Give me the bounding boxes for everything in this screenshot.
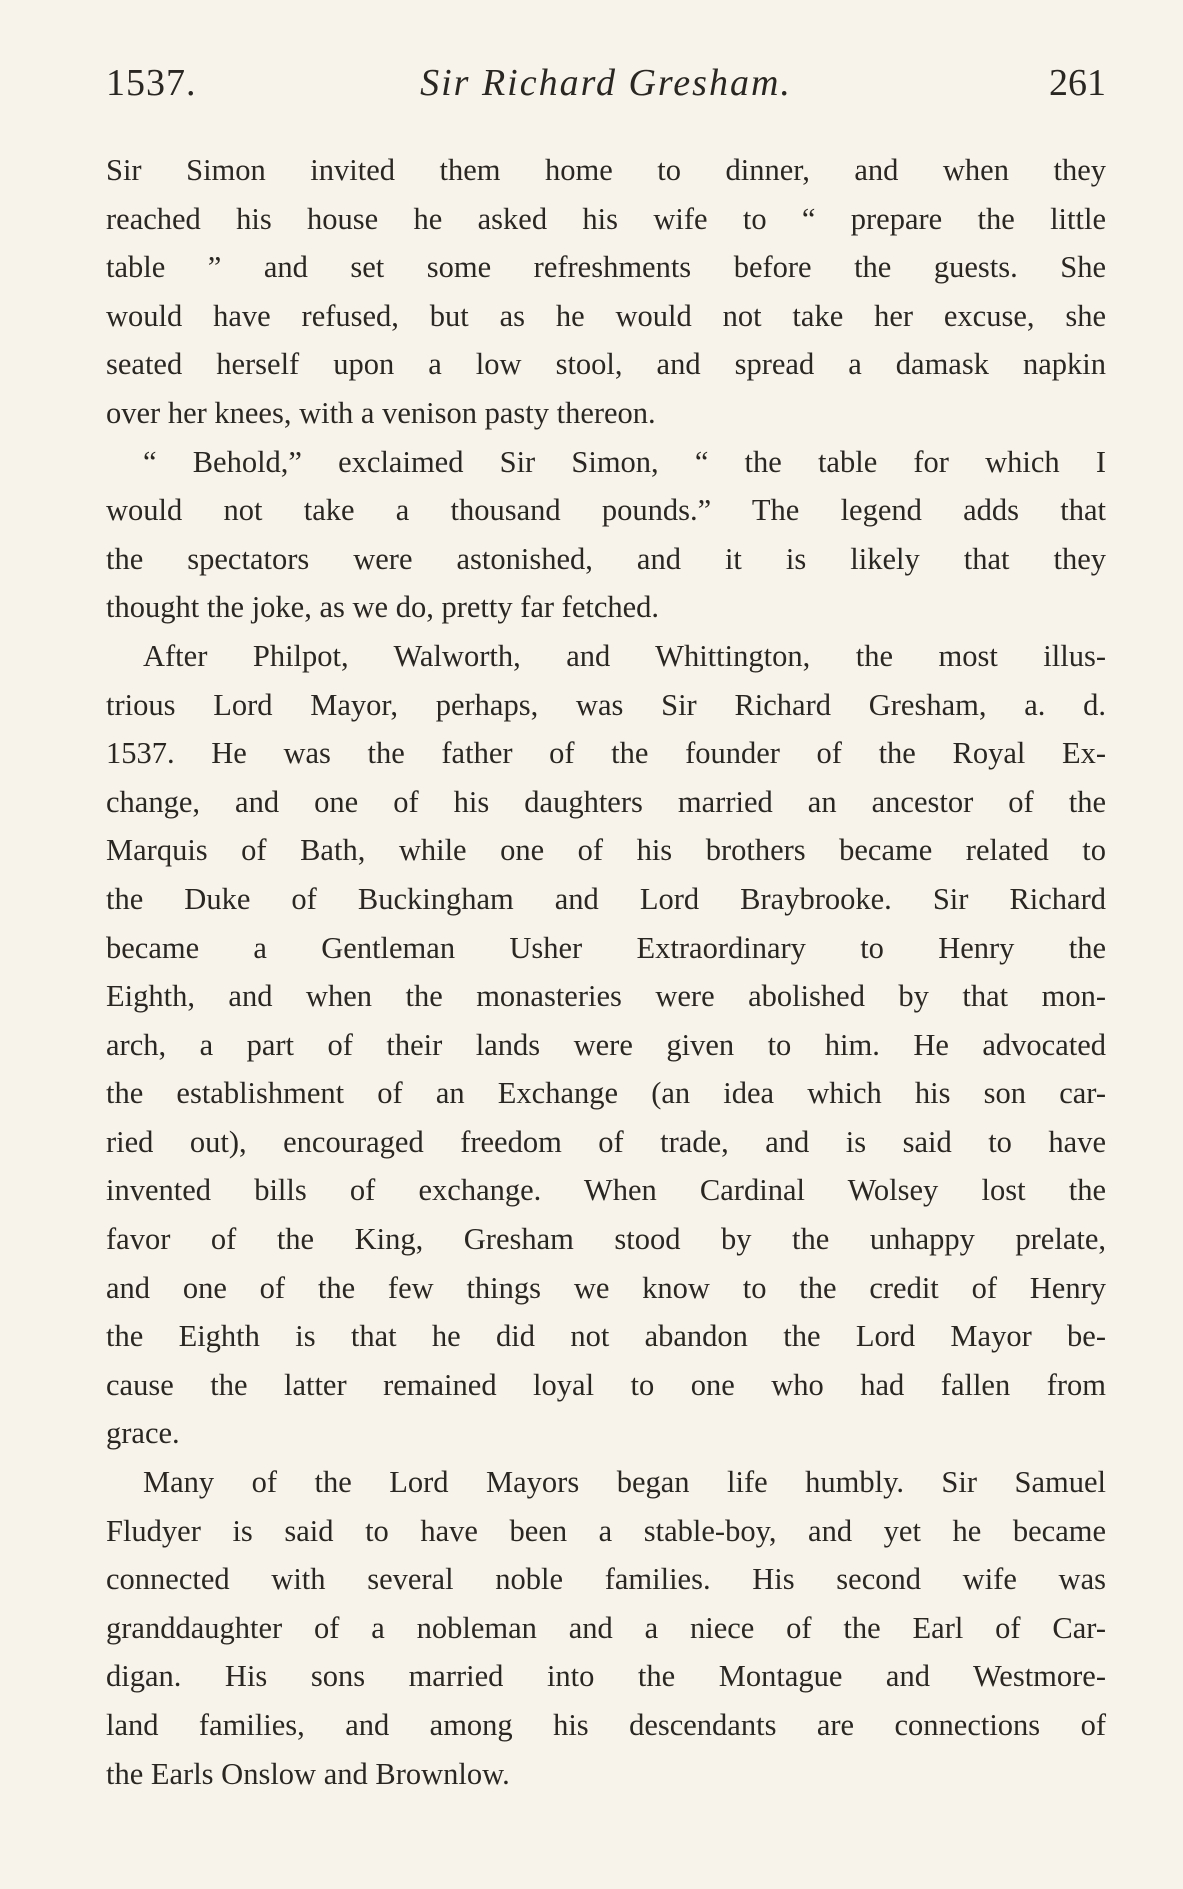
text-line: Fludyer is said to have been a stable-boy, and yet he became: [106, 1513, 1106, 1548]
text-line: land families, and among his descendants are connections of: [106, 1708, 1106, 1742]
text-line: and one of the few things we know to the credit of Henry: [106, 1270, 1106, 1305]
text-line: thought the joke, as we do, pretty far fetched.: [106, 590, 660, 625]
text-line: arch, a part of their lands were given to him. He advocated: [106, 1027, 1106, 1062]
text-line: Sir Simon invited them home to dinner, and when they: [106, 153, 1106, 187]
text-line: 1537. He was the father of the founder of the Royal Ex-: [106, 736, 1106, 771]
text-line: the Eighth is that he did not abandon the Lord Mayor be-: [106, 1319, 1106, 1354]
text-line: Marquis of Bath, while one of his brothers became related to: [106, 833, 1106, 868]
text-line: change, and one of his daughters married an ancestor of the: [106, 784, 1106, 819]
page-number: 261: [1049, 62, 1106, 104]
text-line: digan. His sons married into the Montague and Westmore-: [106, 1659, 1106, 1694]
text-line: would have refused, but as he would not take her excuse, she: [106, 298, 1106, 333]
text-line: invented bills of exchange. When Cardinal Wolsey lost the: [106, 1173, 1106, 1208]
running-head-title: Sir Richard Gresham.: [420, 62, 792, 104]
running-head: [106, 58, 1106, 108]
text-line: After Philpot, Walworth, and Whittington, the most illus-: [143, 638, 1106, 673]
text-line: the spectators were astonished, and it is likely that they: [106, 541, 1106, 576]
text-line: the establishment of an Exchange (an idea which his son car-: [106, 1076, 1106, 1111]
text-line: ried out), encouraged freedom of trade, and is said to have: [106, 1124, 1106, 1159]
text-line: the Duke of Buckingham and Lord Braybrooke. Sir Richard: [106, 881, 1106, 916]
text-line: Many of the Lord Mayors began life humbly. Sir Samuel: [143, 1465, 1106, 1500]
running-head-year: 1537.: [106, 62, 197, 104]
text-line: table ” and set some refreshments before the guests. She: [106, 250, 1106, 285]
body-text: [106, 146, 1106, 1798]
text-line: Eighth, and when the monasteries were abolished by that mon-: [106, 979, 1106, 1014]
text-line: “ Behold,” exclaimed Sir Simon, “ the table for which I: [143, 444, 1106, 479]
text-line: favor of the King, Gresham stood by the unhappy prelate,: [106, 1222, 1106, 1257]
text-line: would not take a thousand pounds.” The legend adds that: [106, 493, 1106, 528]
text-line: granddaughter of a nobleman and a niece of the Earl of Car-: [106, 1610, 1106, 1645]
text-line: seated herself upon a low stool, and spread a damask napkin: [106, 347, 1106, 382]
text-line: cause the latter remained loyal to one who had fallen from: [106, 1367, 1106, 1402]
text-line: connected with several noble families. His second wife was: [106, 1562, 1106, 1597]
text-line: became a Gentleman Usher Extraordinary to Henry the: [106, 930, 1106, 965]
text-line: grace.: [106, 1416, 180, 1451]
text-line: reached his house he asked his wife to “ prepare the little: [106, 201, 1106, 236]
text-line: trious Lord Mayor, perhaps, was Sir Richard Gresham, a. d.: [106, 687, 1106, 722]
text-line: over her knees, with a venison pasty thereon.: [106, 395, 656, 430]
text-line: the Earls Onslow and Brownlow.: [106, 1756, 510, 1791]
